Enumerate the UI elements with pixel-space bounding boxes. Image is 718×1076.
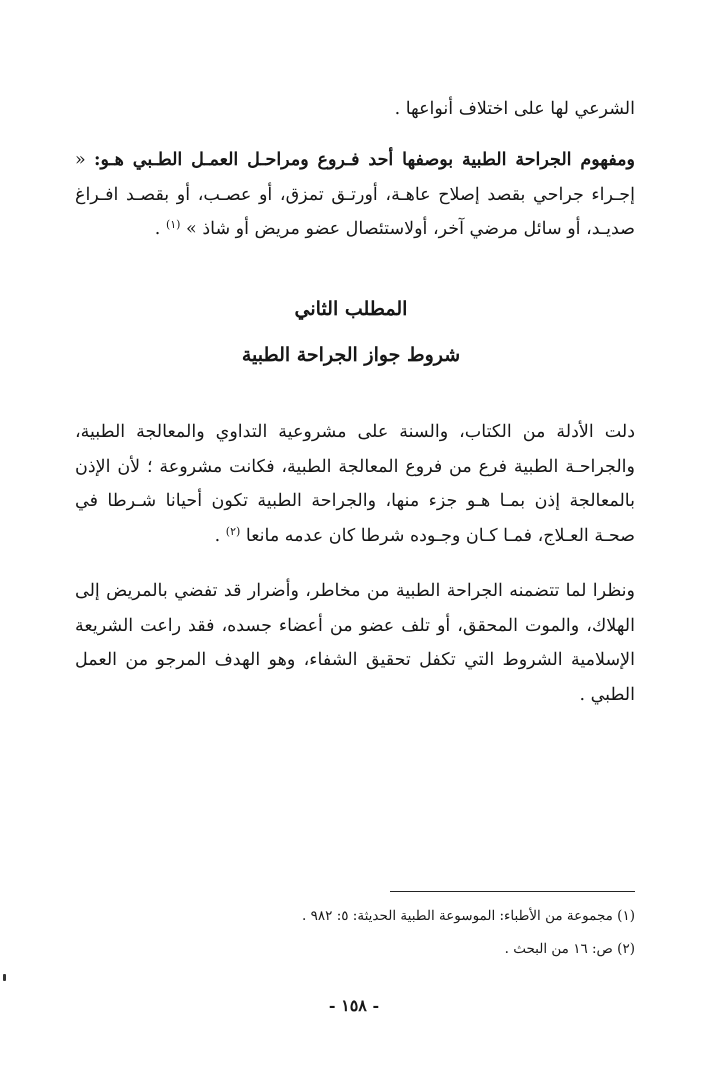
scan-speck bbox=[3, 974, 6, 981]
paragraph-risks bbox=[75, 574, 635, 712]
section-title: شروط جواز الجراحة الطبية bbox=[241, 344, 461, 366]
paragraph-text: الشرعي لها على اختلاف أنواعها . bbox=[394, 99, 635, 119]
footnote-2: (٢) ص: ١٦ من البحث . bbox=[504, 941, 635, 957]
footnote-ref-1[interactable]: (١) bbox=[165, 218, 181, 231]
paragraph-definition bbox=[75, 143, 635, 247]
paragraph-intro-continuation bbox=[75, 92, 635, 127]
evidence-body-text: دلت الأدلة من الكتاب، والسنة على مشروعية التداوي والمعالجة الطبية، والجراحـة الطبية فرع من فروع المعالجة الطبية، فكانت مشروعة ؛ لأن الإذن بالمعالجة إذن بمـا هـو جزء منها، والجراحة الطبية تكون أحيانا شـرطا في صحـة العـلاج، فمـا كـان وجـوده شرطا كان عدمه مانعا bbox=[75, 422, 635, 546]
footnote-1: (١) مجموعة من الأطباء: الموسوعة الطبية الحديثة: ٥: ٩٨٢ . bbox=[302, 908, 635, 924]
section-heading: المطلب الثاني bbox=[294, 298, 408, 320]
evidence-end-mark: . bbox=[214, 525, 221, 546]
footnote-divider bbox=[390, 891, 635, 892]
footnote-ref-2[interactable]: (٢) bbox=[225, 524, 241, 538]
paragraph-evidence bbox=[75, 415, 635, 553]
definition-end-mark: . bbox=[154, 219, 161, 239]
definition-body-text: « إجـراء جراحي بقصد إصلاح عاهـة، أورتـق تمزق، أو عصـب، أو بقصـد افـراغ صديـد، أو سائل مرضي آخر، أولاستئصال عضو مريض أو شاذ » bbox=[75, 150, 635, 239]
definition-lead-text: ومفهوم الجراحة الطبية بوصفها أحد فـروع ومراحـل العمـل الطـبي هـو: bbox=[94, 150, 635, 170]
risks-body-text: ونظرا لما تتضمنه الجراحة الطبية من مخاطر، وأضرار قد تفضي بالمريض إلى الهلاك، والموت المحقق، أو تلف عضو من أعضاء جسده، فقد راعت الشريعة الإسلامية الشروط التي تكفل تحقيق الشفاء، وهو الهدف المرجو من العمل الطبي . bbox=[75, 581, 635, 705]
page-number: - ١٥٨ - bbox=[328, 996, 380, 1015]
